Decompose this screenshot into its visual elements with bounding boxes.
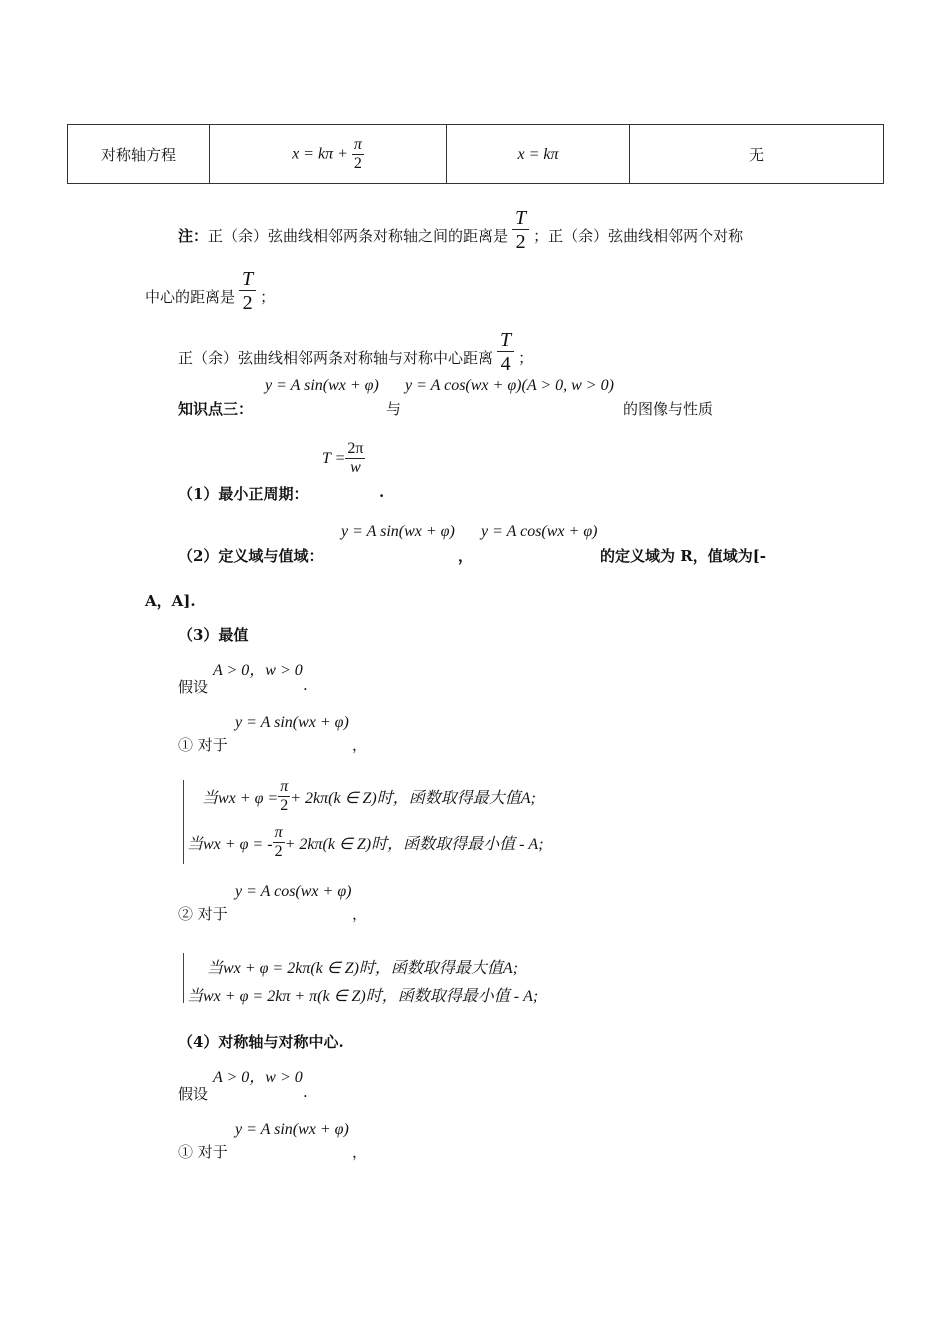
fraction-denominator: 2 (274, 843, 283, 860)
fraction-numerator: π (280, 778, 289, 795)
period-formula (322, 440, 365, 477)
assume-dot: . (303, 1083, 308, 1101)
assume-condition: A > 0，w > 0 (213, 1069, 303, 1086)
t-over-2-fraction (239, 268, 256, 315)
assume-dot: . (303, 676, 308, 694)
cos-min-condition: 当wx + φ = 2kπ + π(k ∈ Z)时，函数取得最小值 - A; (187, 988, 539, 1005)
fraction-numerator: T (512, 207, 529, 230)
t-over-4-fraction (497, 329, 514, 376)
period-end: . (379, 483, 385, 501)
assume-label: 假设 (178, 678, 209, 696)
sin-axis-eq: x = kπ + (292, 145, 352, 162)
left-brace (183, 953, 184, 1003)
note-text-1: 正（余）弦曲线相邻两条对称轴之间的距离是 (208, 227, 509, 245)
fraction-denominator: 2 (515, 231, 526, 253)
tan-axis-cell (630, 125, 884, 184)
note-text-6: ； (518, 349, 534, 367)
row-label (68, 125, 210, 184)
row-label-text: 对称轴方程 (100, 145, 176, 164)
cos-axis-cell (447, 125, 630, 184)
period-label: （1）最小正周期： (178, 485, 309, 503)
case-1-label: ① 对于 (178, 1143, 228, 1161)
fraction-denominator: 2 (353, 154, 362, 172)
note-line-3 (178, 316, 533, 376)
condition-result: + 2kπ(k ∈ Z)时，函数取得最小值 - A; (284, 836, 544, 853)
comma: ， (458, 547, 474, 565)
sin-function-formula: y = A sin(wx + φ) (341, 523, 455, 540)
t-over-2-fraction (512, 207, 529, 254)
left-brace (183, 780, 184, 864)
condition-result: + 2kπ(k ∈ Z)时，函数取得最大值A; (290, 790, 536, 807)
case-1-label: ① 对于 (178, 736, 228, 754)
sin-function-formula: y = A sin(wx + φ) (235, 714, 349, 731)
section-title-tail: 的图像与性质 (623, 400, 714, 418)
domain-label: （2）定义域与值域： (178, 547, 324, 565)
pi-over-2-fraction (352, 136, 364, 173)
fraction-numerator: T (239, 268, 256, 291)
symmetry-axis-table (67, 124, 884, 184)
condition-text: 当wx + φ = - (187, 836, 273, 853)
range-continuation: A，A]. (145, 592, 196, 610)
note-text-3: 中心的距离是 (145, 288, 236, 306)
two-pi-over-w-fraction (345, 440, 365, 477)
conjunction: 与 (386, 400, 402, 418)
case-2-label: ② 对于 (178, 905, 228, 923)
note-text-4: ； (260, 288, 276, 306)
section-title: 知识点三： (178, 400, 254, 418)
note-text-2: ；正（余）弦曲线相邻两个对称 (533, 227, 744, 245)
assume-condition: A > 0，w > 0 (213, 662, 303, 679)
case-1-comma: ， (352, 1143, 368, 1161)
fraction-denominator: 2 (242, 292, 253, 314)
case-1-comma: ， (352, 736, 368, 754)
pi-over-2-fraction (273, 824, 285, 861)
fraction-numerator: 2π (347, 440, 364, 457)
note-line-2 (145, 255, 275, 315)
fraction-denominator: w (350, 459, 361, 476)
fraction-numerator: π (353, 135, 362, 153)
case-2-comma: ， (352, 905, 368, 923)
sin-axis-cell (210, 125, 447, 184)
sin-function-formula: y = A sin(wx + φ) (265, 377, 379, 394)
note-lead: 注： (178, 227, 209, 245)
tan-axis-eq: 无 (748, 145, 764, 164)
domain-range-text: 的定义域为 R，值域为[- (600, 547, 767, 565)
pi-over-2-fraction (278, 778, 290, 815)
note-text-5: 正（余）弦曲线相邻两条对称轴与对称中心距离 (178, 349, 494, 367)
cos-function-formula: y = A cos(wx + φ)(A > 0, w > 0) (405, 377, 614, 394)
assume-label: 假设 (178, 1085, 209, 1103)
note-line-1 (178, 194, 743, 254)
symmetry-label: （4）对称轴与对称中心. (178, 1033, 344, 1051)
sin-min-condition (187, 824, 544, 861)
fraction-denominator: 2 (280, 797, 289, 814)
sin-function-formula: y = A sin(wx + φ) (235, 1121, 349, 1138)
extreme-values-label: （3）最值 (178, 626, 249, 644)
period-symbol: T = (322, 449, 346, 467)
cos-axis-eq: x = kπ (517, 145, 559, 163)
sin-max-condition (202, 778, 536, 815)
fraction-denominator: 4 (500, 353, 511, 375)
table-row (68, 125, 884, 184)
cos-function-formula: y = A cos(wx + φ) (235, 883, 352, 900)
condition-text: 当wx + φ = (202, 790, 279, 807)
cos-max-condition: 当wx + φ = 2kπ(k ∈ Z)时，函数取得最大值A; (207, 960, 519, 977)
fraction-numerator: T (497, 329, 514, 352)
cos-function-formula: y = A cos(wx + φ) (481, 523, 598, 540)
fraction-numerator: π (274, 824, 283, 841)
